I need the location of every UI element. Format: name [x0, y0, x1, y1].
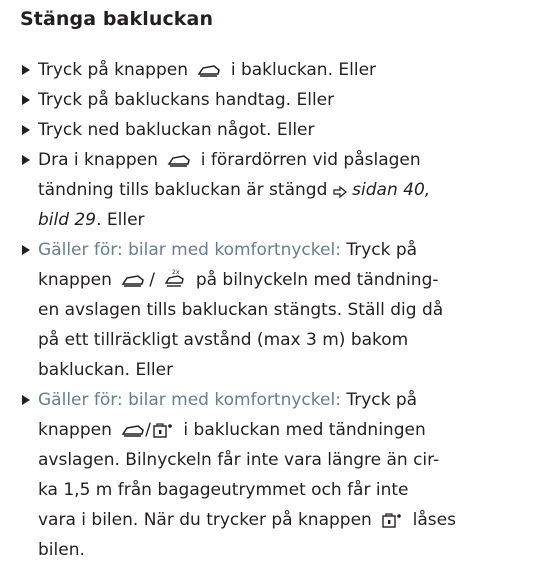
item-text: tändning tills bakluckan är stängd: [38, 180, 328, 200]
item-text: knappen: [38, 270, 112, 290]
bullet-triangle-icon: [22, 95, 30, 105]
item-text: ka 1,5 m från bagageutrymmet och får inte: [38, 480, 409, 500]
bullet-triangle-icon: [22, 65, 30, 75]
svg-text:2x: 2x: [172, 269, 180, 276]
item-text: bakluckan. Eller: [38, 360, 174, 380]
tailgate-close-icon: [197, 55, 221, 85]
list-item: [22, 55, 517, 85]
item-text: Tryck på: [346, 240, 418, 260]
list-item: [22, 85, 517, 115]
item-text: i förardörren vid påslagen: [200, 150, 421, 170]
item-text: Dra i knappen: [38, 150, 158, 170]
item-text: en avslagen tills bakluckan stängts. Ställ dig då: [38, 300, 444, 320]
slash-text: /: [149, 270, 155, 290]
item-text: låses: [412, 510, 456, 530]
item-text: bilen.: [38, 540, 85, 560]
item-text: Tryck ned bakluckan något. Eller: [38, 120, 315, 140]
item-text: Tryck på: [346, 390, 418, 410]
qualifier-text: Gäller för: bilar med komfortnyckel:: [38, 390, 341, 410]
bullet-triangle-icon: [22, 155, 30, 165]
slash-text: /: [145, 420, 151, 440]
tailgate-close-icon: [167, 145, 191, 175]
qualifier-text: Gäller för: bilar med komfortnyckel:: [38, 240, 341, 260]
key-tailgate-icon: [164, 265, 186, 295]
tailgate-close-icon: [121, 265, 145, 295]
item-text: i bakluckan. Eller: [230, 60, 377, 80]
tailgate-lock-icon: [381, 505, 403, 535]
item-text: Tryck på knappen: [38, 60, 188, 80]
list-item: [22, 235, 517, 385]
figure-reference-link[interactable]: bild 29: [38, 210, 97, 230]
tailgate-close-icon: [121, 415, 145, 445]
list-item: [22, 385, 517, 565]
item-text: på ett tillräckligt avstånd (max 3 m) bakom: [38, 330, 409, 350]
item-text: vara i bilen. När du trycker på knappen: [38, 510, 372, 530]
item-text: avslagen. Bilnyckeln får inte vara längre än cir-: [38, 450, 440, 470]
item-text: på bilnyckeln med tändning-: [195, 270, 439, 290]
tailgate-lock-icon: [152, 415, 174, 445]
bullet-triangle-icon: [22, 245, 30, 255]
item-text: i bakluckan med tändningen: [183, 420, 426, 440]
item-text: . Eller: [96, 210, 145, 230]
list-item: [22, 115, 517, 145]
bullet-triangle-icon: [22, 125, 30, 135]
item-text: Tryck på bakluckans handtag. Eller: [38, 90, 335, 110]
bullet-triangle-icon: [22, 395, 30, 405]
item-text: knappen: [38, 420, 112, 440]
list-item: [22, 145, 517, 235]
section-title: Stänga bakluckan: [20, 8, 214, 30]
arrow-right-icon: [333, 180, 352, 200]
page-reference-link[interactable]: sidan 40,: [352, 180, 431, 200]
